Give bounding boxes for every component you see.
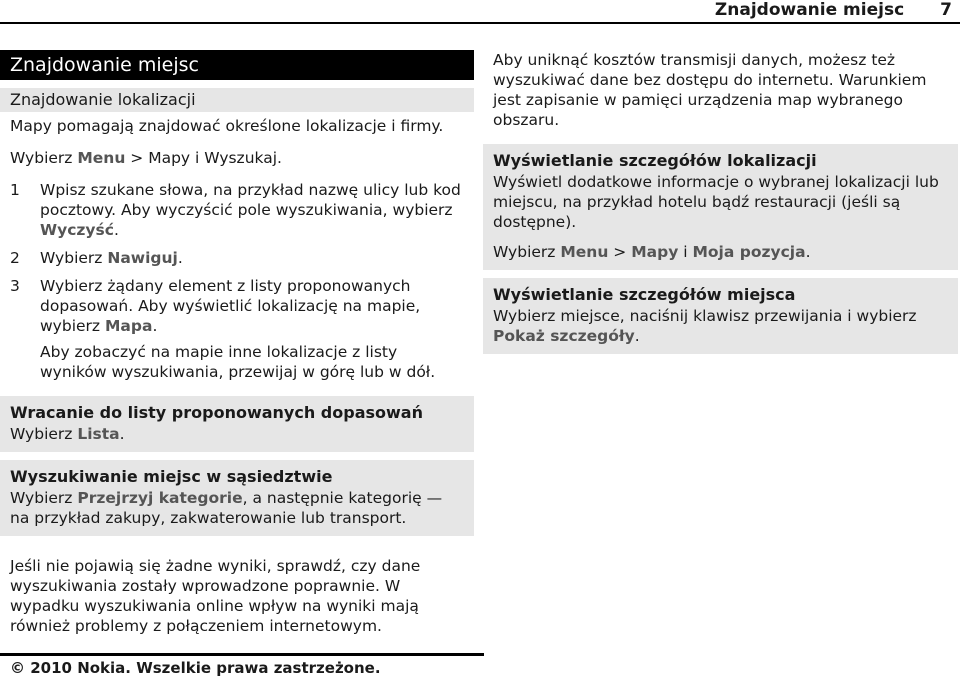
menu-path: > Mapy i Wyszukaj.	[125, 149, 282, 167]
running-header	[715, 0, 952, 20]
box-pre: Wybierz	[493, 243, 556, 261]
show-details-keyword: Pokaż szczegóły	[493, 327, 635, 345]
no-results-note: Jeśli nie pojawią się żadne wyniki, sprawdź, czy dane wyszukiwania zostały wprowadzone poprawnie. W wypadku wyszukiwania online wpływ na wyniki mają również problemy z połączeniem internetowym.	[10, 557, 421, 635]
box-title: Wyświetlanie szczegółów miejsca	[493, 285, 796, 304]
return-to-list-box	[0, 396, 474, 452]
list-keyword: Lista	[77, 425, 120, 443]
box-instruction	[493, 242, 948, 262]
intro-paragraph: Mapy pomagają znajdować określone lokalizacje i firmy.	[10, 117, 444, 135]
box-title: Wracanie do listy proponowanych dopasowań	[10, 403, 423, 422]
section-title: Znajdowanie lokalizacji	[0, 88, 474, 112]
list-item	[10, 248, 464, 268]
box-post: .	[805, 243, 811, 261]
step-tail: .	[152, 317, 158, 335]
step-number: 3	[10, 277, 20, 295]
box-post: .	[119, 425, 125, 443]
step-keyword: Nawiguj	[107, 249, 178, 267]
my-position-keyword: Moja pozycja	[692, 243, 806, 261]
step-text: Wybierz żądany element z listy proponowanych dopasowań. Aby wyświetlić lokalizację na mapie, wybierz	[40, 277, 421, 335]
menu-keyword: Menu	[77, 149, 126, 167]
left-column	[0, 50, 474, 636]
box-pre: Wybierz miejsce, naciśnij klawisz przewijania i wybierz	[493, 307, 917, 325]
step-text: Wpisz szukane słowa, na przykład nazwę ulicy lub kod pocztowy. Aby wyczyścić pole wyszukiwania, wybierz	[40, 181, 461, 219]
step-note: Aby zobaczyć na mapie inne lokalizacje z listy wyników wyszukiwania, przewijaj w górę lub w dół.	[40, 343, 436, 381]
right-column	[483, 50, 958, 354]
offline-note: Aby uniknąć kosztów transmisji danych, możesz też wyszukiwać dane bez dostępu do internetu. Warunkiem jest zapisanie w pamięci urządzenia map wybranego obszaru.	[493, 51, 927, 129]
header-rule	[0, 22, 960, 24]
select-prefix: Wybierz	[10, 149, 73, 167]
box-title: Wyszukiwanie miejsc w sąsiedztwie	[10, 467, 333, 486]
chapter-title: Znajdowanie miejsc	[0, 50, 474, 80]
step-tail: .	[113, 221, 119, 239]
box-post: , a następnie kategorię — na przykład zakupy, zakwaterowanie lub transport.	[10, 489, 443, 527]
step-text: Wybierz	[40, 249, 103, 267]
path-separator: >	[608, 243, 632, 261]
location-details-box	[483, 144, 958, 270]
box-pre: Wybierz	[10, 425, 73, 443]
copyright-footer: © 2010 Nokia. Wszelkie prawa zastrzeżone.	[10, 659, 381, 677]
box-text: Wyświetl dodatkowe informacje o wybranej lokalizacji lub miejscu, na przykład hotelu bądź restauracji (jeśli są dostępne).	[493, 173, 939, 231]
box-text	[10, 488, 464, 528]
step-number: 1	[10, 181, 20, 199]
step-number: 2	[10, 249, 20, 267]
box-pre: Wybierz	[10, 489, 73, 507]
page-number: 7	[940, 0, 952, 20]
maps-keyword: Mapy	[631, 243, 679, 261]
select-instruction	[0, 148, 474, 168]
box-title: Wyświetlanie szczegółów lokalizacji	[493, 151, 817, 170]
steps-list	[0, 180, 474, 382]
place-details-box	[483, 278, 958, 354]
step-keyword: Mapa	[104, 317, 153, 335]
menu-keyword: Menu	[560, 243, 609, 261]
footer-rule	[0, 653, 484, 656]
box-text	[493, 306, 948, 346]
box-text	[10, 424, 464, 444]
nearby-search-box	[0, 460, 474, 536]
step-tail: .	[177, 249, 183, 267]
list-item	[10, 276, 464, 336]
categories-keyword: Przejrzyj kategorie	[77, 489, 243, 507]
box-post: .	[634, 327, 640, 345]
list-item	[10, 180, 464, 240]
step-keyword: Wyczyść	[40, 221, 114, 239]
path-and: i	[678, 243, 693, 261]
header-section-title: Znajdowanie miejsc	[714, 0, 905, 20]
